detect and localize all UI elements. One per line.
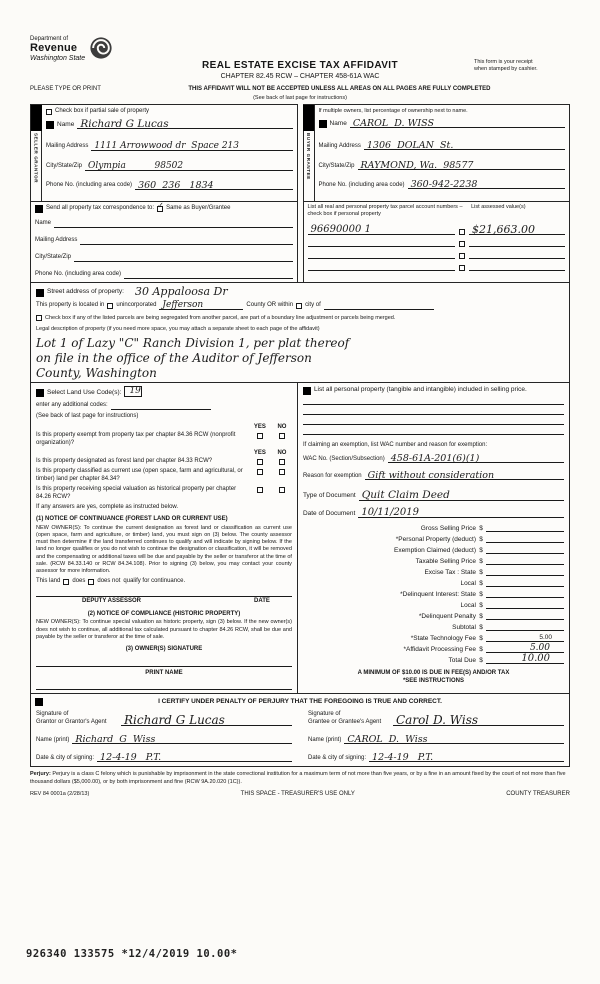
corr-csz-label: City/State/Zip [35, 254, 72, 260]
does-label: does [72, 578, 86, 585]
certify-statement: I CERTIFY UNDER PENALTY OF PERJURY THAT THE FOREGOING IS TRUE AND CORRECT. [158, 698, 442, 706]
owners-signature-line [36, 666, 292, 667]
grantor-signature-value: Richard G Lucas [124, 713, 225, 728]
assessed-value-field-1 [469, 223, 565, 237]
fee-row-taxable-selling-price [303, 555, 564, 565]
grantee-signature-label [308, 711, 390, 727]
fee-value-field [486, 542, 564, 543]
personal-property-line-3 [303, 415, 564, 425]
corr-address-field [80, 237, 292, 245]
unincorporated-checkbox[interactable] [107, 303, 113, 309]
grantee-agent-label: Grantee or Grantee's Agent [308, 718, 382, 725]
seller-csz-value: Olympia 98502 [88, 161, 184, 172]
seller-csz-label: City/State/Zip [46, 163, 83, 170]
corr-name-field [54, 220, 292, 228]
fee-row-delinquent-interest-state [303, 588, 564, 598]
land-use-column [30, 382, 297, 694]
parcel-number-field-2 [308, 239, 456, 247]
parcel-number-value-1: 96690000 1 [310, 224, 371, 236]
legal-description-line2: on file in the office of the Auditor of Jefferson [36, 351, 312, 366]
seller-address-field [91, 143, 292, 151]
no-header-2: NO [277, 450, 287, 457]
county-value: Jefferson [162, 299, 204, 310]
grantee-date-value: 12-4-19 P.T. [372, 751, 434, 763]
exemption-and-fees-column [297, 382, 570, 694]
this-land-label: This land [36, 578, 61, 585]
corr-phone-label: Phone No. (including area code) [35, 271, 122, 277]
does-not-qualify-checkbox[interactable] [88, 579, 94, 585]
deputy-assessor-label: DEPUTY ASSESSOR [82, 597, 142, 604]
affidavit-form [30, 36, 570, 799]
personal-property-checkbox-3[interactable] [459, 253, 465, 259]
buyer-name-field [350, 117, 565, 129]
fee-label: *Delinquent Penalty [418, 613, 476, 621]
seller-address-value: 1111 Arrowwood dr Space 213 [94, 141, 239, 152]
parcel-number-field-4 [308, 263, 456, 271]
buyer-phone-value: 360-942-2238 [410, 178, 478, 190]
assessed-value-1: $21,663.00 [472, 223, 535, 237]
correspondence-marker-square [35, 205, 43, 213]
grantor-date-field [97, 751, 292, 763]
seller-section-marker [31, 105, 42, 131]
document-type-field [359, 489, 564, 502]
send-correspondence-label: Send all property tax correspondence to: [46, 204, 155, 211]
buyer-phone-field [408, 178, 565, 190]
deputy-date-label: DATE [254, 597, 270, 604]
dollar-sign: $ [479, 525, 483, 533]
minimum-due-note: A MINIMUM OF $10.00 IS DUE IN FEE(S) AND/OR TAX [357, 670, 510, 677]
perjury-body: Perjury is a class C felony which is punishable by imprisonment in the state correctional institution for a maximum term of not more than five years, or by a fine in an amount fixed by the court of not more than five thousand dollars ($5,000.00), or by both imprisonment and fine (RCW 9A.20.020 (1C)). [30, 771, 566, 785]
buyer-csz-label: City/State/Zip [318, 162, 355, 169]
fee-row-delinquent-penalty [303, 610, 564, 620]
fee-row-state-technology-fee [303, 632, 564, 642]
signature-of-label: Signature of [36, 710, 69, 717]
assessed-value-field-4 [469, 263, 565, 271]
qualify-label: qualify for continuance. [123, 578, 186, 585]
fee-row-personal-property-deduct [303, 533, 564, 543]
form-header [30, 36, 570, 86]
dept-line1: Department of [30, 36, 69, 42]
assessed-value-field-2 [469, 239, 565, 247]
personal-property-line-4 [303, 425, 564, 435]
buyer-name-label: Name [329, 119, 347, 127]
fee-row-exemption-claimed [303, 544, 564, 554]
exemption-intro: If claiming an exemption, list WAC number and reason for exemption: [302, 441, 488, 448]
seller-name-field [77, 117, 292, 130]
dollar-sign: $ [479, 580, 483, 588]
county-field [159, 299, 243, 310]
fee-value-field [486, 597, 564, 598]
buyer-name-value: CAROL D. WISS [352, 117, 434, 129]
question-exempt: Is this property exempt from property tax per chapter 84.36 RCW (nonprofit organization)? [36, 431, 236, 446]
fee-value-field [486, 608, 564, 609]
seller-name-label: Name [57, 120, 75, 128]
personal-property-checkbox-2[interactable] [459, 241, 465, 247]
perjury-notice [30, 771, 570, 785]
fee-value-field [486, 634, 564, 642]
exemption-reason-field [365, 469, 564, 481]
buyer-section-marker [303, 105, 314, 131]
buyer-address-field [364, 139, 565, 151]
corr-csz-field [74, 254, 292, 262]
see-instructions-note: *SEE INSTRUCTIONS [402, 677, 464, 684]
no-header-1: NO [277, 423, 287, 430]
fee-label: Local [460, 602, 476, 610]
buyer-csz-field [358, 159, 565, 171]
fee-value-field [486, 653, 564, 665]
receipt-note [474, 59, 570, 74]
grantee-print-name-label: Name (print) [308, 736, 342, 743]
grantor-signature-field [121, 713, 292, 728]
assessed-value-field-3 [469, 251, 565, 259]
fee-value-field [486, 630, 564, 631]
fee-value-field [486, 586, 564, 587]
document-date-field [358, 507, 564, 519]
current-use-no-checkbox[interactable] [279, 469, 285, 475]
exemption-reason-value: Gift without consideration [367, 469, 495, 481]
county-or-within-label: County OR within [246, 301, 294, 308]
land-use-marker-square [36, 389, 44, 397]
see-back-note: (See back of last page for instructions) [253, 94, 347, 101]
exemption-reason-label: Reason for exemption [302, 472, 362, 479]
personal-property-checkbox-1[interactable] [459, 229, 465, 235]
buyer-address-label: Mailing Address [318, 142, 361, 149]
additional-codes-label: enter any additional codes: [36, 402, 108, 409]
historic-no-checkbox[interactable] [279, 487, 285, 493]
continuance-title: (1) NOTICE OF CONTINUANCE (FOREST LAND OR CURRENT USE) [36, 516, 228, 523]
grantee-print-name-value: CAROL D. Wiss [347, 733, 428, 745]
question-current-use: Is this property classified as current use (open space, farm and agricultural, or timber) land per chapter 84.34? [36, 468, 243, 483]
street-address-value: 30 Appaloosa Dr [134, 284, 228, 298]
dollar-sign: $ [479, 635, 483, 643]
buyer-phone-label: Phone No. (including area code) [318, 181, 405, 188]
segregated-label: Check box if any of the listed parcels are being segregated from another parcel, are part of a boundary line adjustment or parcels being merged. [45, 314, 396, 321]
land-use-code-value: 19 [129, 386, 141, 397]
form-title: REAL ESTATE EXCISE TAX AFFIDAVIT [202, 60, 398, 71]
treasurer-space-label: THIS SPACE - TREASURER'S USE ONLY [240, 790, 355, 797]
same-as-buyer-grantee-checkbox[interactable] [157, 200, 164, 212]
buyer-grantee-label: BUYER GRANTEE [306, 132, 311, 180]
dept-line2: Revenue [30, 42, 78, 54]
seller-csz-field [85, 163, 292, 171]
fee-label: *Personal Property (deduct) [395, 536, 476, 544]
parcel-numbers-box [303, 201, 571, 283]
same-as-buyer-grantee-label: Same as Buyer/Grantee [166, 204, 231, 211]
document-type-label: Type of Document [302, 492, 356, 500]
wac-number-value: 458-61A-201(6)(1) [390, 452, 480, 464]
fee-label: Gross Selling Price [420, 525, 476, 533]
dollar-sign: $ [479, 591, 483, 599]
parties-section [30, 104, 570, 202]
partial-sale-label: Check box if partial sale of property [55, 107, 150, 114]
fee-row-gross-selling-price [303, 522, 564, 532]
corr-phone-field [124, 271, 292, 279]
continuance-body: NEW OWNER(S): To continue the current designation as forest land or classification as current use (open space, farm and agriculture, or timber) land, you must sign on (3) below. The county assessor must then determine if the land transferred continues to qualify and will indicate by signing below. If the land no longer qualifies or you do not wish to continue the designation or classification, it will be removed and the compensating or additional taxes will be due and payable by the seller or transferor at the time of sale. (RCW 84.33.140 or RCW 84.34.108). Prior to signing (3) below, you may contact your county assessor for more information. [36, 525, 292, 574]
fee-value-field [486, 553, 564, 554]
city-of-label: city of [305, 301, 321, 308]
corr-name-label: Name [35, 220, 52, 226]
correspondence-box [30, 201, 298, 283]
fee-table [303, 522, 564, 664]
dollar-sign: $ [479, 657, 483, 665]
legal-description-line1: Lot 1 of Lazy "C" Ranch Division 1, per plat thereof [36, 336, 350, 351]
grantee-signature-field [393, 713, 564, 728]
fee-label: Local [460, 580, 476, 588]
property-section [30, 282, 570, 383]
tax-correspondence-and-parcels [30, 201, 570, 283]
seller-phone-field [135, 179, 292, 191]
legal-description-label: Legal description of property (if you need more space, you may attach a separate sheet to each page of the affidavit) [36, 325, 320, 332]
dollar-sign: $ [479, 536, 483, 544]
fee-row-affidavit-processing-fee [303, 643, 564, 653]
question-historic: Is this property receiving special valuation as historical property per chapter 84.26 RCW? [36, 485, 237, 500]
completion-warning: THIS AFFIDAVIT WILL NOT BE ACCEPTED UNLESS ALL AREAS ON ALL PAGES ARE FULLY COMPLETED [188, 86, 491, 92]
buyer-marker-square [319, 120, 327, 128]
fee-row-excise-tax-local [303, 577, 564, 587]
document-date-value: 10/11/2019 [361, 507, 419, 519]
parcel-number-field-3 [308, 251, 456, 259]
grantee-print-name-field [344, 733, 564, 745]
fee-label: Subtotal [452, 624, 476, 632]
city-checkbox[interactable] [296, 303, 302, 309]
personal-property-checkbox-4[interactable] [459, 265, 465, 271]
multiple-owners-note: If multiple owners, list percentage of ownership next to name. [318, 107, 468, 114]
receipt-note-line1: This form is your receipt [474, 59, 533, 65]
buyer-grantee-box [303, 104, 571, 202]
dollar-sign: $ [479, 569, 483, 577]
fee-label: *State Technology Fee [410, 635, 476, 643]
wac-number-field [388, 452, 564, 464]
legal-description-line3: County, Washington [36, 366, 157, 381]
seller-address-label: Mailing Address [46, 143, 89, 150]
partial-sale-checkbox[interactable] [46, 109, 52, 115]
buyer-address-value: 1306 DOLAN St. [366, 139, 454, 151]
fee-label: *Delinquent Interest: State [400, 591, 476, 599]
city-field [324, 302, 434, 310]
owners-signature-title: (3) OWNER(S) SIGNATURE [125, 645, 203, 652]
receipt-note-line2: when stamped by cashier. [474, 66, 538, 73]
personal-property-label: List all personal property (tangible and intangible) included in selling price. [313, 386, 527, 394]
compliance-title: (2) NOTICE OF COMPLIANCE (HISTORIC PROPERTY) [87, 610, 241, 617]
fee-value-field [486, 619, 564, 620]
street-address-label: Street address of property: [47, 288, 124, 296]
corr-address-label: Mailing Address [35, 237, 78, 243]
county-treasurer-label: COUNTY TREASURER [506, 790, 570, 797]
additional-codes-field [111, 402, 211, 410]
seller-role-strip [31, 105, 42, 201]
land-use-label: Select Land Use Code(s): [47, 388, 122, 396]
document-type-value: Quit Claim Deed [361, 489, 450, 502]
agency-name [30, 36, 85, 62]
grantor-signature-block [36, 711, 292, 763]
historic-yes-checkbox[interactable] [257, 487, 263, 493]
grantor-date-label: Date & city of signing: [36, 754, 95, 761]
seller-name-value: Richard G Lucas [80, 117, 169, 130]
yes-header-2: YES [253, 450, 266, 457]
grantor-signature-label [36, 711, 118, 727]
fee-label: *Affidavit Processing Fee [403, 646, 476, 654]
fee-value-field [486, 575, 564, 576]
grantee-signature-value: Carol D. Wiss [396, 713, 479, 728]
dept-line3: Washington State [30, 55, 86, 62]
grantee-signature-block [308, 711, 564, 763]
buyer-csz-value: RAYMOND, Wa. 98577 [360, 159, 474, 171]
fee-row-subtotal [303, 621, 564, 631]
forest-no-checkbox[interactable] [279, 459, 285, 465]
dollar-sign: $ [479, 547, 483, 555]
parcel-number-field-1 [308, 224, 456, 236]
personal-property-line-2 [303, 405, 564, 415]
form-chapter: CHAPTER 82.45 RCW – CHAPTER 458-61A WAC [220, 73, 380, 80]
seller-grantor-box [30, 104, 298, 202]
grantor-print-name-label: Name (print) [36, 736, 70, 743]
dollar-sign: $ [479, 602, 483, 610]
parcel-numbers-header: List all real and personal property tax parcel account numbers – check box if personal property [307, 203, 463, 217]
grantee-date-field [369, 751, 564, 763]
fee-label: Exemption Claimed (deduct) [393, 547, 476, 555]
buyer-role-strip [304, 105, 315, 201]
cashier-stamp: 926340 133575 *12/4/2019 10.00* [26, 948, 238, 960]
fee-label: Excise Tax : State [424, 569, 476, 577]
fee-label: Total Due [448, 657, 476, 665]
unincorporated-label: unincorporated [116, 301, 157, 308]
assessed-values-header: List assessed value(s) [471, 203, 526, 210]
fee-row-excise-tax-state [303, 566, 564, 576]
yes-header-1: YES [253, 423, 266, 430]
land-use-code-field [124, 386, 142, 397]
seller-phone-label: Phone No. (including area code) [46, 182, 133, 189]
does-not-label: does not [97, 578, 121, 585]
dollar-sign: $ [479, 624, 483, 632]
print-name-line [36, 689, 292, 690]
fee-value-field [486, 564, 564, 565]
certification-section [30, 693, 570, 767]
please-type-label: PLEASE TYPE OR PRINT [30, 86, 101, 92]
fee-value: 5.00 [529, 643, 550, 654]
fee-value: 10.00 [521, 653, 550, 665]
located-in-label: This property is located in [36, 301, 105, 308]
fee-value: 5.00 [539, 634, 552, 642]
compliance-body: NEW OWNER(S): To continue special valuation as historic property, sign (3) below. If the new owner(s) does not wish to continue, all additional tax calculated pursuant to chapter 84.26 RCW, shall be due and payable by the seller or transferor at the time of sale. [36, 619, 292, 640]
seller-marker-square [46, 121, 54, 129]
street-marker-square [36, 289, 44, 297]
wac-number-label: WAC No. (Section/Subsection) [302, 455, 385, 462]
grantee-date-label: Date & city of signing: [308, 754, 367, 761]
segregated-checkbox[interactable] [36, 315, 42, 321]
seller-grantor-label: SELLER GRANTOR [33, 132, 39, 183]
exempt-no-checkbox[interactable] [279, 433, 285, 439]
question-forest-land: Is this property designated as forest land per chapter 84.33 RCW? [36, 458, 213, 465]
fee-row-delinquent-interest-local [303, 599, 564, 609]
grantor-agent-label: Grantor or Grantor's Agent [36, 718, 107, 725]
dollar-sign: $ [479, 646, 483, 654]
fee-label: Taxable Selling Price [415, 558, 476, 566]
seller-phone-value: 360 236 1834 [138, 179, 214, 191]
does-qualify-checkbox[interactable] [63, 579, 69, 585]
grantor-print-name-field [72, 733, 292, 745]
fee-row-total-due [303, 654, 564, 664]
personal-property-marker-square [303, 387, 311, 395]
signature-of-label: Signature of [308, 710, 341, 717]
grantor-print-name-value: Richard G Wiss [75, 733, 156, 745]
grantor-date-value: 12-4-19 P.T. [100, 751, 162, 763]
perjury-label: Perjury: [30, 771, 51, 778]
dollar-sign: $ [479, 558, 483, 566]
print-name-label: PRINT NAME [145, 669, 183, 676]
middle-columns [30, 382, 570, 694]
rev-number: REV 84 0001a (2/28/13) [30, 791, 90, 798]
personal-property-line-1 [303, 395, 564, 405]
dollar-sign: $ [479, 613, 483, 621]
land-use-see-back: (See back of last page for instructions) [36, 413, 139, 420]
exempt-yes-checkbox[interactable] [257, 433, 263, 439]
if-yes-note: If any answers are yes, complete as instructed below. [36, 504, 179, 511]
certification-marker-square [35, 698, 43, 706]
fee-value-field [486, 531, 564, 532]
current-use-yes-checkbox[interactable] [257, 469, 263, 475]
document-date-label: Date of Document [302, 509, 356, 517]
check-icon: ✓ [157, 200, 164, 210]
form-footer-row [30, 791, 570, 799]
forest-yes-checkbox[interactable] [257, 459, 263, 465]
